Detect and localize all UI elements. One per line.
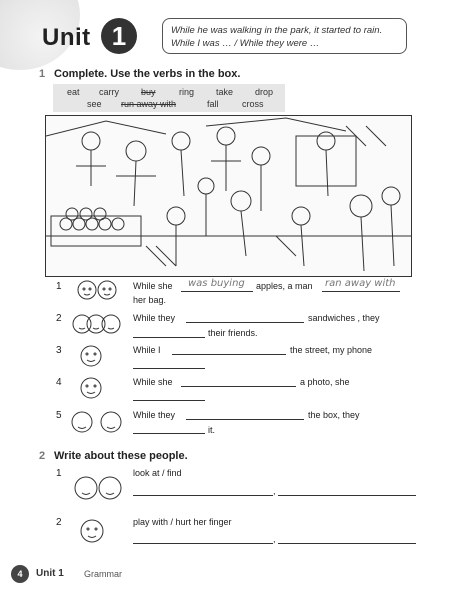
footer-section-label: Grammar bbox=[84, 569, 122, 579]
ex1-item-5-blank-1[interactable] bbox=[186, 419, 304, 420]
ex1-item-1-answer-1: was buying bbox=[188, 278, 245, 289]
ex1-item-5-blank-2[interactable] bbox=[133, 433, 205, 434]
exercise-2-number: 2 bbox=[39, 450, 46, 462]
ex2-item-2-comma: , bbox=[273, 534, 276, 544]
word-eat: eat bbox=[67, 87, 80, 97]
market-scene-illustration bbox=[45, 115, 412, 277]
exercise-1-title: Complete. Use the verbs in the box. bbox=[54, 68, 241, 80]
ex1-item-1-text-a: While she bbox=[133, 281, 173, 291]
ex1-item-4-text-b: a photo, she bbox=[300, 377, 350, 387]
word-take: take bbox=[216, 87, 234, 97]
ex1-item-2-number: 2 bbox=[56, 313, 62, 324]
ex1-item-5-faces-icon bbox=[66, 406, 128, 440]
ex1-item-5-text-b: the box, they bbox=[308, 410, 360, 420]
ex2-item-1-blank-1[interactable] bbox=[133, 495, 273, 496]
word-carry: carry bbox=[99, 87, 119, 97]
ex1-item-4-text-a: While she bbox=[133, 377, 173, 387]
ex1-item-4-blank-2[interactable] bbox=[133, 400, 205, 401]
ex1-item-5-text-a: While they bbox=[133, 410, 176, 420]
ex1-item-4-number: 4 bbox=[56, 377, 62, 388]
word-bank bbox=[53, 84, 285, 112]
ex1-item-5-number: 5 bbox=[56, 410, 62, 421]
ex1-item-2-blank-2[interactable] bbox=[133, 337, 205, 338]
page-number-badge: 4 bbox=[11, 565, 29, 583]
ex1-item-3-blank-1[interactable] bbox=[172, 354, 286, 355]
ex2-item-1-faces-icon bbox=[70, 470, 126, 506]
ex1-item-3-face-icon bbox=[76, 341, 108, 371]
ex1-item-3-blank-2[interactable] bbox=[133, 368, 205, 369]
ex1-item-1-answer-2: ran away with bbox=[325, 278, 396, 289]
ex1-item-2-blank-1[interactable] bbox=[186, 322, 304, 323]
ex1-item-4-blank-1[interactable] bbox=[181, 386, 296, 387]
ex1-item-2-text-a: While they bbox=[133, 313, 176, 323]
ex1-item-3-number: 3 bbox=[56, 345, 62, 356]
ex1-item-1-number: 1 bbox=[56, 281, 62, 292]
grammar-note-line-1: While he was walking in the park, it started to rain. bbox=[171, 25, 383, 36]
ex2-item-1-comma: , bbox=[273, 486, 276, 496]
unit-title: Unit bbox=[42, 24, 91, 51]
word-fall: fall bbox=[207, 99, 219, 109]
ex1-item-1-text-c: her bag. bbox=[133, 295, 167, 305]
ex2-item-1-number: 1 bbox=[56, 468, 62, 479]
unit-number-badge: 1 bbox=[101, 18, 137, 54]
ex1-item-3-text-b: the street, my phone bbox=[290, 345, 373, 355]
ex2-item-1-blank-2[interactable] bbox=[278, 495, 416, 496]
ex1-item-2-faces-icon bbox=[70, 309, 122, 339]
ex1-item-2-text-b: sandwiches , they bbox=[308, 313, 380, 323]
word-buy: buy bbox=[141, 87, 156, 97]
ex2-item-2-prompt: play with / hurt her finger bbox=[133, 517, 232, 527]
ex1-item-1-blank-1[interactable] bbox=[181, 291, 253, 292]
word-cross: cross bbox=[242, 99, 264, 109]
ex1-item-2-text-c: their friends. bbox=[208, 328, 258, 338]
ex1-item-5-text-c: it. bbox=[208, 425, 216, 435]
ex2-item-2-face-icon bbox=[74, 513, 114, 549]
ex1-item-1-text-b: apples, a man bbox=[256, 281, 313, 291]
ex1-item-1-blank-2[interactable] bbox=[322, 291, 400, 292]
footer-unit-label: Unit 1 bbox=[36, 568, 64, 579]
ex2-item-2-number: 2 bbox=[56, 517, 62, 528]
word-bank-row-1 bbox=[67, 87, 285, 97]
ex2-item-2-blank-1[interactable] bbox=[133, 543, 273, 544]
ex1-item-4-face-icon bbox=[76, 373, 108, 403]
ex2-item-1-prompt: look at / find bbox=[133, 468, 182, 478]
exercise-2-title: Write about these people. bbox=[54, 450, 188, 462]
word-drop: drop bbox=[255, 87, 274, 97]
word-run-away-with: run away with bbox=[121, 99, 177, 109]
word-ring: ring bbox=[179, 87, 195, 97]
word-see: see bbox=[87, 99, 102, 109]
ex1-item-1-faces-icon bbox=[76, 277, 120, 305]
market-scene-drawing bbox=[46, 116, 411, 276]
ex1-item-3-text-a: While I bbox=[133, 345, 161, 355]
grammar-note-box bbox=[162, 18, 407, 54]
exercise-1-number: 1 bbox=[39, 68, 46, 80]
word-bank-row-2 bbox=[87, 99, 277, 109]
grammar-note-line-2: While I was … / While they were … bbox=[171, 38, 320, 49]
ex2-item-2-blank-2[interactable] bbox=[278, 543, 416, 544]
